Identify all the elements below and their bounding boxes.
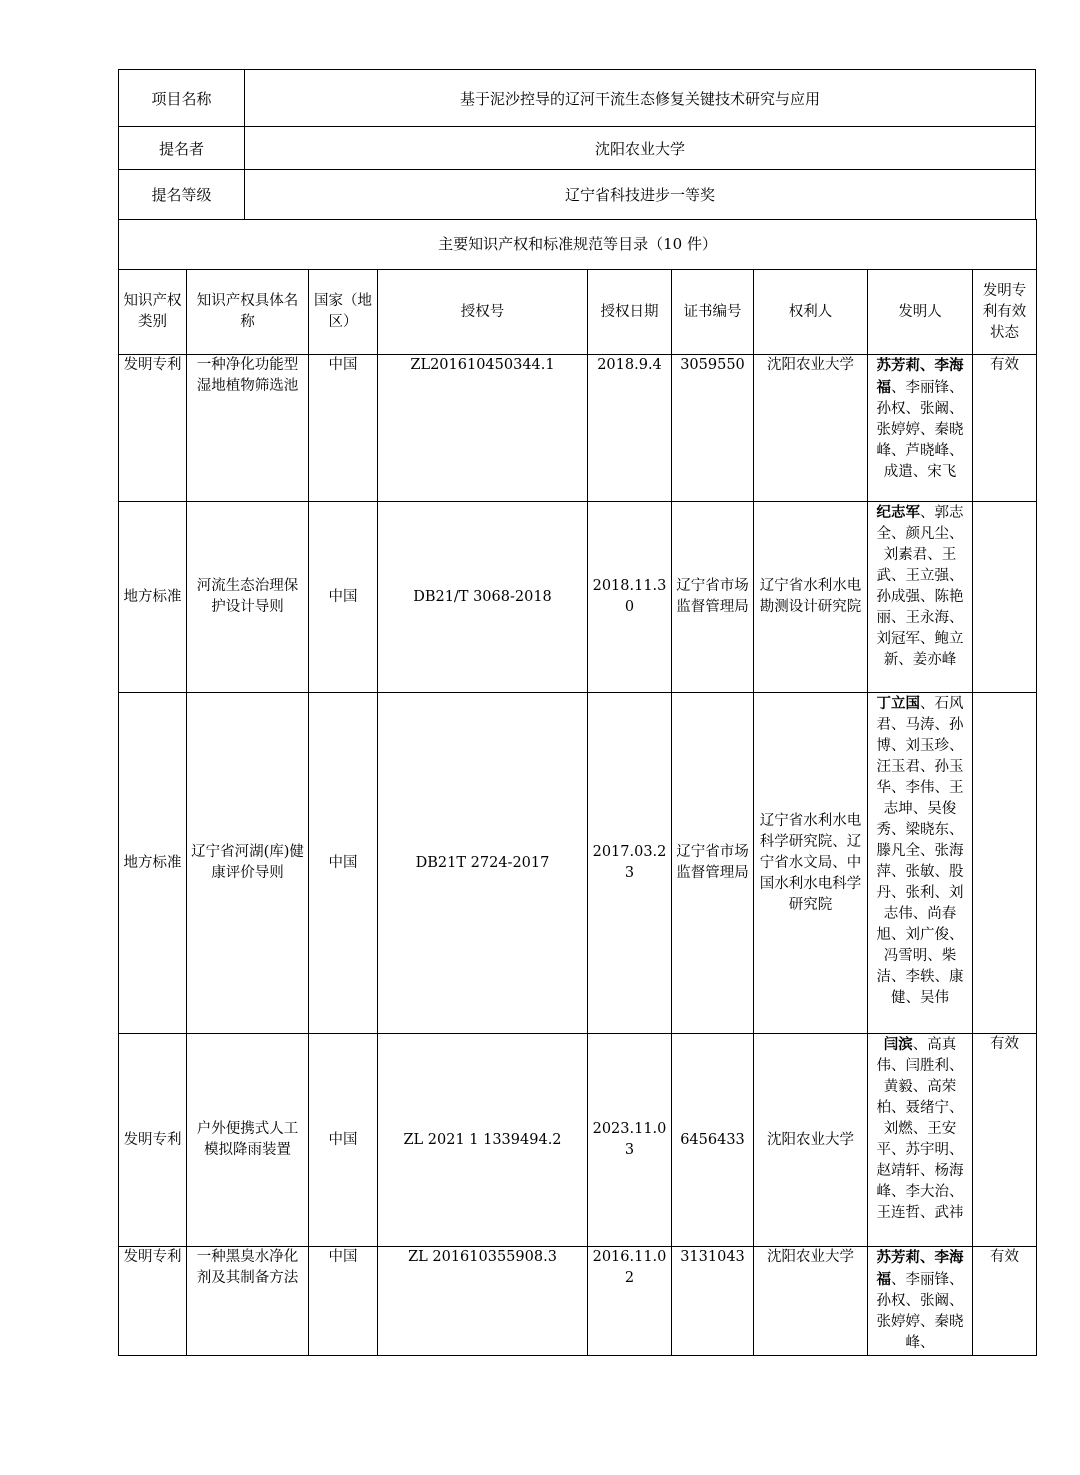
ip-auth-no: ZL 201610355908.3 [378,1247,588,1356]
ip-status: 有效 [973,1247,1037,1356]
lead-inventors: 纪志军 [876,504,920,521]
ip-auth-no: ZL201610450344.1 [378,355,588,502]
ip-status [973,502,1037,693]
header-status: 发明专利有效状态 [973,270,1037,355]
ip-inventors [868,355,973,502]
ip-catalog-title: 主要知识产权和标准规范等目录（10 件） [119,220,1037,270]
other-inventors: 、李丽锋、孙权、张阚、张婷婷、秦晓峰、 [876,1272,964,1351]
ip-type: 发明专利 [119,1247,187,1356]
ip-status: 有效 [973,1034,1037,1247]
ip-date: 2023.11.03 [588,1034,672,1247]
ip-type: 地方标准 [119,693,187,1034]
ip-type: 发明专利 [119,355,187,502]
lead-inventors: 苏芳莉、李海福 [876,357,964,396]
ip-header-row [119,270,1037,355]
ip-name: 户外便携式人工模拟降雨装置 [187,1034,309,1247]
ip-type: 地方标准 [119,502,187,693]
ip-owner: 沈阳农业大学 [754,1034,868,1247]
ip-status: 有效 [973,355,1037,502]
ip-owner: 辽宁省水利水电科学研究院、辽宁省水文局、中国水利水电科学研究院 [754,693,868,1034]
header-inventors: 发明人 [868,270,973,355]
ip-inventors [868,1034,973,1247]
table-row [119,1034,1037,1247]
header-type: 知识产权类别 [119,270,187,355]
document-page [118,69,1036,1356]
table-row [119,502,1037,693]
nominator-value: 沈阳农业大学 [245,127,1036,170]
ip-cert: 3131043 [672,1247,754,1356]
project-name-label: 项目名称 [119,70,245,127]
ip-date: 2018.11.30 [588,502,672,693]
lead-inventors: 苏芳莉、李海福 [876,1249,964,1288]
ip-name: 辽宁省河湖(库)健康评价导则 [187,693,309,1034]
nominator-label: 提名者 [119,127,245,170]
ip-owner: 沈阳农业大学 [754,1247,868,1356]
ip-catalog-table [118,219,1037,1356]
ip-date: 2017.03.23 [588,693,672,1034]
ip-cert: 辽宁省市场监督管理局 [672,693,754,1034]
ip-auth-no: DB21/T 3068-2018 [378,502,588,693]
other-inventors: 、郭志全、颜凡尘、刘素君、王 武、王立强、孙成强、陈艳丽、王永海、刘冠军、鲍立新、姜亦峰 [876,505,964,668]
ip-cert: 6456433 [672,1034,754,1247]
level-label: 提名等级 [119,170,245,220]
other-inventors: 、石风君、马涛、孙博、刘玉珍、汪玉君、孙玉华、李伟、王志坤、吴俊秀、梁晓东、滕凡全、张海萍、张敏、股丹、张利、刘志伟、尚春旭、刘广俊、冯雪明、柴洁、李轶、康健、吴伟 [876,696,964,1006]
ip-auth-no: DB21T 2724-2017 [378,693,588,1034]
ip-name: 河流生态治理保护设计导则 [187,502,309,693]
header-cert: 证书编号 [672,270,754,355]
ip-type: 发明专利 [119,1034,187,1247]
header-auth-no: 授权号 [378,270,588,355]
header-country: 国家（地区） [309,270,378,355]
ip-country: 中国 [309,693,378,1034]
lead-inventors: 丁立国 [876,695,920,712]
ip-inventors [868,502,973,693]
project-name-value: 基于泥沙控导的辽河干流生态修复关键技术研究与应用 [245,70,1036,127]
table-row [119,355,1037,502]
level-value: 辽宁省科技进步一等奖 [245,170,1036,220]
ip-country: 中国 [309,1034,378,1247]
project-info-table [118,69,1036,220]
table-row [119,1247,1037,1356]
ip-cert: 辽宁省市场监督管理局 [672,502,754,693]
ip-country: 中国 [309,502,378,693]
lead-inventors: 闫滨 [883,1036,913,1053]
ip-owner: 沈阳农业大学 [754,355,868,502]
ip-date: 2018.9.4 [588,355,672,502]
ip-owner: 辽宁省水利水电勘测设计研究院 [754,502,868,693]
header-name: 知识产权具体名称 [187,270,309,355]
ip-date: 2016.11.02 [588,1247,672,1356]
header-date: 授权日期 [588,270,672,355]
ip-cert: 3059550 [672,355,754,502]
ip-country: 中国 [309,1247,378,1356]
ip-inventors [868,693,973,1034]
other-inventors: 、李丽锋、孙权、张阚、张婷婷、秦晓峰、芦晓峰、成遣、宋飞 [876,380,964,480]
ip-status [973,693,1037,1034]
table-row [119,693,1037,1034]
header-owner: 权利人 [754,270,868,355]
ip-name: 一种黑臭水净化剂及其制备方法 [187,1247,309,1356]
ip-country: 中国 [309,355,378,502]
other-inventors: 、高真伟、闫胜利、黄毅、高荣柏、聂绪宁、刘燃、王安平、苏宇明、赵靖轩、杨海峰、李大治、王连哲、武祎 [876,1037,964,1221]
ip-auth-no: ZL 2021 1 1339494.2 [378,1034,588,1247]
ip-inventors [868,1247,973,1356]
ip-name: 一种净化功能型湿地植物筛选池 [187,355,309,502]
